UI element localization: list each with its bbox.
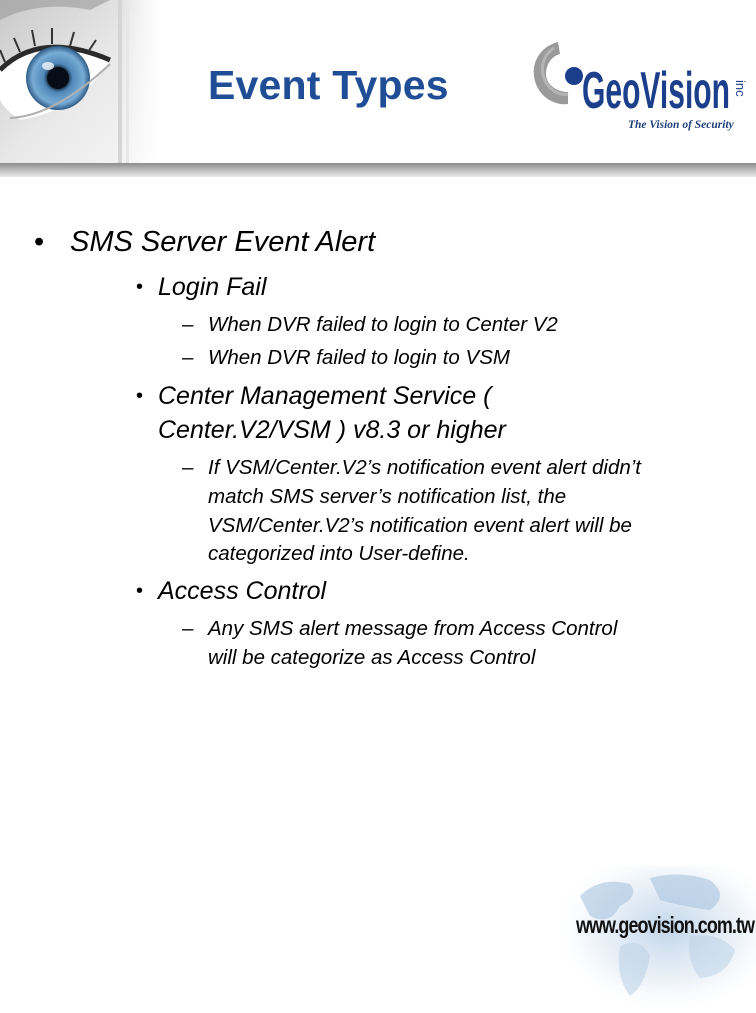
footer-website-url: www.geovision.com.tw xyxy=(576,912,754,938)
item-label-line: Center.V2/VSM ) v8.3 or higher xyxy=(158,416,506,444)
item-label: Access Control xyxy=(158,577,327,605)
logo-tagline: The Vision of Security xyxy=(628,119,734,131)
sub-bullet-line: categorized into User-define. xyxy=(208,542,470,565)
bullet-dot-icon: • xyxy=(136,580,144,602)
slide-header xyxy=(0,0,756,172)
sub-bullet-line: Any SMS alert message from Access Control xyxy=(208,617,618,640)
logo-suffix-text: inc xyxy=(733,80,748,97)
sub-bullet-line: When DVR failed to login to Center V2 xyxy=(208,313,558,336)
sub-bullet-line: will be categorize as Access Control xyxy=(208,646,536,669)
dash-icon: – xyxy=(182,346,194,369)
header-divider xyxy=(0,163,756,177)
dash-icon: – xyxy=(182,456,194,479)
sub-bullet-line: match SMS server’s notification list, the xyxy=(208,485,567,508)
logo-brand-text: GeoVision xyxy=(582,62,730,120)
dash-icon: – xyxy=(182,617,194,640)
bullet-dot-icon: • xyxy=(136,276,144,298)
item-label-line: Center Management Service ( xyxy=(158,382,492,410)
sub-bullet-line: If VSM/Center.V2’s notification event alert didn’t xyxy=(208,456,642,479)
section-title: SMS Server Event Alert xyxy=(70,226,376,258)
sub-bullet-line: When DVR failed to login to VSM xyxy=(208,346,510,369)
eye-illustration xyxy=(0,0,160,168)
bullet-dot-icon: • xyxy=(136,385,144,407)
bullet-dot-icon: • xyxy=(34,226,45,258)
dash-icon: – xyxy=(182,313,194,336)
item-label: Login Fail xyxy=(158,273,267,301)
slide-title: Event Types xyxy=(208,62,449,108)
sub-bullet-line: VSM/Center.V2’s notification event alert will be xyxy=(208,514,632,537)
